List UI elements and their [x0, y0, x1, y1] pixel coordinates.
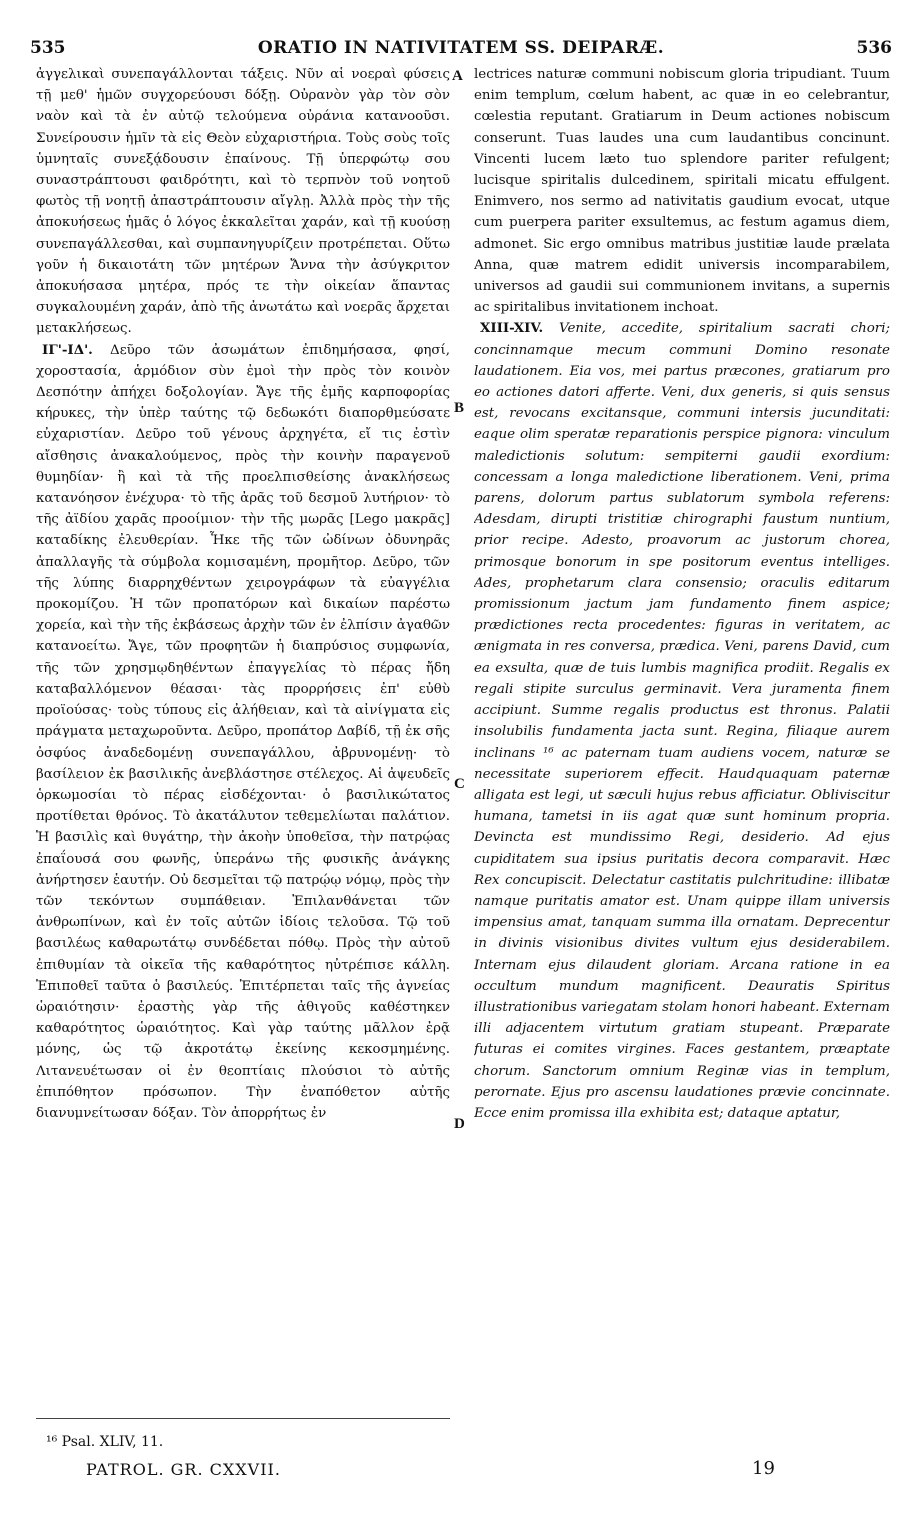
- page-title: ORATIO IN NATIVITATEM SS. DEIPARÆ.: [257, 38, 665, 58]
- greek-section-number: ΙΓ'-ΙΔ'.: [42, 341, 93, 358]
- latin-paragraph-2: [474, 318, 890, 1124]
- running-header: [30, 38, 892, 60]
- margin-marker-c: C: [454, 776, 465, 792]
- margin-marker-d: D: [454, 1116, 465, 1132]
- page-number-left: 535: [30, 38, 66, 58]
- greek-paragraph-2-text: Δεῦρο τῶν ἀσωμάτων ἐπιδημήσασα, φησί, χοροστασία, ἁρμόδιον σὺν ἐμοὶ τὴν πρὸς τὸν κοινὸν Δεσπότην ἀπήχει δοξολογίαν. Ἄγε τῆς ἐμῆς καρποφορίας κήρυκες, τὴν ὑπὲρ ταύτης τῷ δεδωκότι διαπορθμεύσατε εὐχαριστίαν. Δεῦρο τοῦ γένους ἀρχηγέτα, εἴ τις ἐστὶν αἴσθησις ἀνακαλούμενος, πρὸς τὴν κοινὴν παραγενοῦ θυμηδίαν· ἢ καὶ τὰ τῆς προελπισθείσης ἀνακλήσεως κατανόησον ἐνέχυρα· τὸ τῆς ἀρᾶς τοῦ δεσμοῦ λυτήριον· τὸ τῆς ἀϊδίου χαρᾶς προοίμιον· τὴν τῆς μωρᾶς [Lego μακρᾶς] καταδίκης ἐλευθερίαν. Ἧκε τῆς τῶν ὠδίνων ὀδυνηρᾶς ἀπαλλαγῆς τὰ σύμβολα κομισαμένη, προμῆτορ. Δεῦρο, τῶν τῆς λύπης διαρρηχθέντων χειρογράφων τὰ εὐαγγέλια προκομίζου. Ἡ τῶν προπατόρων καὶ δικαίων παρέστω χορεία, καὶ τὴν τῆς ἐκβάσεως ἀρχὴν τῶν ἐν ἐλπίσιν ἀγαθῶν κατανοείτω. Ἄγε, τῶν προφητῶν ἡ διαπρύσιος συμφωνία, τῆς τῶν χρησμῳδηθέντων ἐπαγγελίας τὸ πέρας ἤδη καταβαλλόμενον θέασαι· τὰς προρρήσεις ἐπ' εὐθὺ προϊούσας· τοὺς τύπους εἰς ἀλήθειαν, καὶ τὰ αἰνίγματα εἰς πράγματα μεταχωροῦντα. Δεῦρο, προπάτορ Δαβίδ, τῇ ἐκ σῆς ὀσφύος ἀναδεδομένῃ συνεπαγάλλου, ἀβρυνομένῃ· τὸ βασίλειον ἐκ βασιλικῆς ἀνεβλάστησε στέλεχος. Αἱ ἀψευδεῖς ὁρκωμοσίαι τὸ πέρας εἰσδέχονται· ὁ βασιλικώτατος προτίθεται θρόνος. Τὸ ἀκατάλυτον τεθεμελίωται παλάτιον. Ἡ βασιλὶς καὶ θυγάτηρ, τὴν ἀκοὴν ὑποθεῖσα, τὴν πατρῴας ἐπαΐουσά σου φωνῆς, ὑπεράνω τῆς φυσικῆς ἀνάγκης ἀνήρτησεν ἑαυτήν. Οὐ δεσμεῖται τῷ πατρῴῳ νόμῳ, πρὸς τὴν τῶν τεκόντων συμπάθειαν. Ἐπιλανθάνεται τῶν ἀνθρωπίνων, καὶ ἐν τοῖς αὐτῶν ἰδίοις τελοῦσα. Τῷ τοῦ βασιλέως καθαρωτάτῳ συνδέδεται πόθῳ. Πρὸς τὴν αὐτοῦ ἐπιθυμίαν τὰ οἰκεῖα τῆς καθαρότητος ηὐτρέπισε κάλλη. Ἐπιποθεῖ ταῦτα ὁ βασιλεύς. Ἐπιτέρπεται ταῖς τῆς ἁγνείας ὡραιότησιν· ἐραστὴς γὰρ τῆς ἀθιγοῦς καθέστηκεν καθαρότητος ὡραιότητος. Καὶ γὰρ ταύτης μᾶλλον ἐρᾷ μόνης, ὡς τῷ ἀκροτάτῳ ἐκείνης κεκοσμημένης. Λιτανευέτωσαν οἱ ἐν θεοπτίαις πλούσιοι τὸ αὐτῆς ἐπιπόθητον πρόσωπον. Τὴν ἐναπόθετον αὐτῆς διανυμνείτωσαν δόξαν. Τὸν ἀπορρήτως ἐν: [36, 342, 450, 1121]
- margin-marker-b: B: [454, 400, 465, 416]
- latin-section-number: XIII-XIV.: [480, 320, 544, 337]
- latin-column: [474, 64, 890, 1464]
- page-number-right: 536: [856, 38, 892, 58]
- greek-paragraph-2: [36, 340, 450, 1125]
- footnote-divider: [36, 1418, 450, 1419]
- footer-sheet-number: 19: [752, 1458, 775, 1479]
- latin-paragraph-1: lectrices naturæ communi nobiscum gloria tripudiant. Tuum enim templum, cœlum habent, ac quæ in eo celebrantur, cœlestia reputant. Gratiarum in Deum actiones nobiscum conserunt. Tuas laudes una cum laudantibus concinunt. Vincenti lucem læto tuo splendore pariter refulgent; lucisque spiritalis dulcedinem, spiritali micatu effulgent. Enimvero, nos sermo ad nativitatis gaudium evocat, utque cum puerpera pariter exsultemus, ac festum agamus diem, admonet. Sic ergo omnibus matribus justitiæ laude prælata Anna, quæ matrem edidit universis incomparabilem, universos ad gaudii sui communionem invitans, a supernis ac spiritalibus invitationem inchoat.: [474, 67, 890, 316]
- footer-signature: PATROL. GR. CXXVII.: [86, 1460, 281, 1479]
- latin-paragraph-2-text: Venite, accedite, spiritalium sacrati chori; concinnamque mecum communi Domino resonate laudationem. Eia vos, mei partus præcones, gratiarum pro eo actiones datori afferte. Veni, dux generis, si quis sensus est, revocans excitansque, communi intersis jucunditati: eaque olim speratæ reparationis perspice pignora: vinculum maledictionis solutum: sempiterni gaudii exordium: concessam a longa maledictione liberationem. Veni, prima parens, dolorum partus sublatorum symbola referens: Adesdam, dirupti tristitiæ chirographi faustum nuntium, prior recipe. Adesto, proavorum ac justorum chorea, primosque bonorum in spe positorum eventus intelliges. Ades, prophetarum clara consensio; oraculis editarum promissionum jactum jam fundamento finem aspice; prædictiones recta procedentes: figuras in veritatem, ac ænigmata in res conversa, prædica. Veni, parens David, cum ea exsulta, quæ de tuis lumbis magnifica prodiit. Regalis ex regali stipite surculus germinavit. Vera juramenta finem accipiunt. Summe regalis productus est thronus. Palatii insolubilis fundamenta jacta sunt. Regina, filiaque aurem inclinans ¹⁶ ac paternam tuam audiens vocem, naturæ se necessitate superiorem effecit. Haudquaquam paternæ alligata est legi, ut sæculi hujus rebus afficiatur. Obliviscitur humana, tametsi in iis agat quæ sunt hominum propria. Devincta est mundissimo Regi, desiderio. Ad ejus cupiditatem sua ipsius puritatis decora comparavit. Hæc Rex concupiscit. Delectatur castitatis pulchritudine: illibatæ namque puritatis amator est. Unam quippe illam universis impensius amat, tanquam summa illa ornatam. Deprecentur in divinis visionibus divites vultum ejus desiderabilem. Internam ejus dilaudent gloriam. Arcana ratione in ea occultum mundum magnificent. Deauratis Spiritus illustrationibus variegatam stolam honori habeant. Externam illi adjacentem virtutum gratiam stupeant. Præparate futuras ei comites virgines. Faces gestantem, præaptate chorum. Sanctorum omnium Reginæ vias in templum, perornate. Ejus pro ascensu laudationes prævie concinnate. Ecce enim promissa illa exhibita est; dataque aptatur,: [474, 321, 890, 1121]
- margin-marker-a: A: [452, 68, 463, 84]
- greek-column: [36, 64, 450, 1464]
- greek-paragraph-1: ἀγγελικαὶ συνεπαγάλλονται τάξεις. Νῦν αἱ νοεραὶ φύσεις τῇ μεθ' ἡμῶν συγχορεύουσι δόξῃ. Οὐρανὸν γὰρ τὸν σὸν ναὸν καὶ τὰ ἐν αὐτῷ τελούμενα οὐράνια κατανοοῦσι. Συνείρουσιν ἡμῖν τὰ εἰς Θεὸν εὐχαριστήρια. Τοὺς σοὺς τοῖς ὑμνηταῖς συνεξᾴδουσιν ἐπαίνους. Τῇ ὑπερφώτῳ σου συναστράπτουσι φαιδρότητι, καὶ τὸ τερπνὸν τοῦ νοητοῦ φωτὸς τῇ νοητῇ ἀπαστράπτουσιν αἴγλῃ. Ἀλλὰ πρὸς τὴν τῆς ἀποκυήσεως ἡμᾶς ὁ λόγος ἐκκαλεῖται χαράν, καὶ τῇ κυούσῃ συνεπαγάλλεσθαι, καὶ συμπανηγυρίζειν προτρέπεται. Οὕτω γοῦν ἡ δικαιοτάτη τῶν μητέρων Ἄννα τὴν ἀσύγκριτον ἀποκυήσασα μητέρα, πρός τε τὴν οἰκείαν ἅπαντας συγκαλουμένη χαράν, ἀπὸ τῆς ἀνωτάτω καὶ νοερᾶς ἄρχεται μετακλήσεως.: [36, 67, 450, 337]
- footnote: ¹⁶ Psal. XLIV, 11.: [46, 1434, 164, 1450]
